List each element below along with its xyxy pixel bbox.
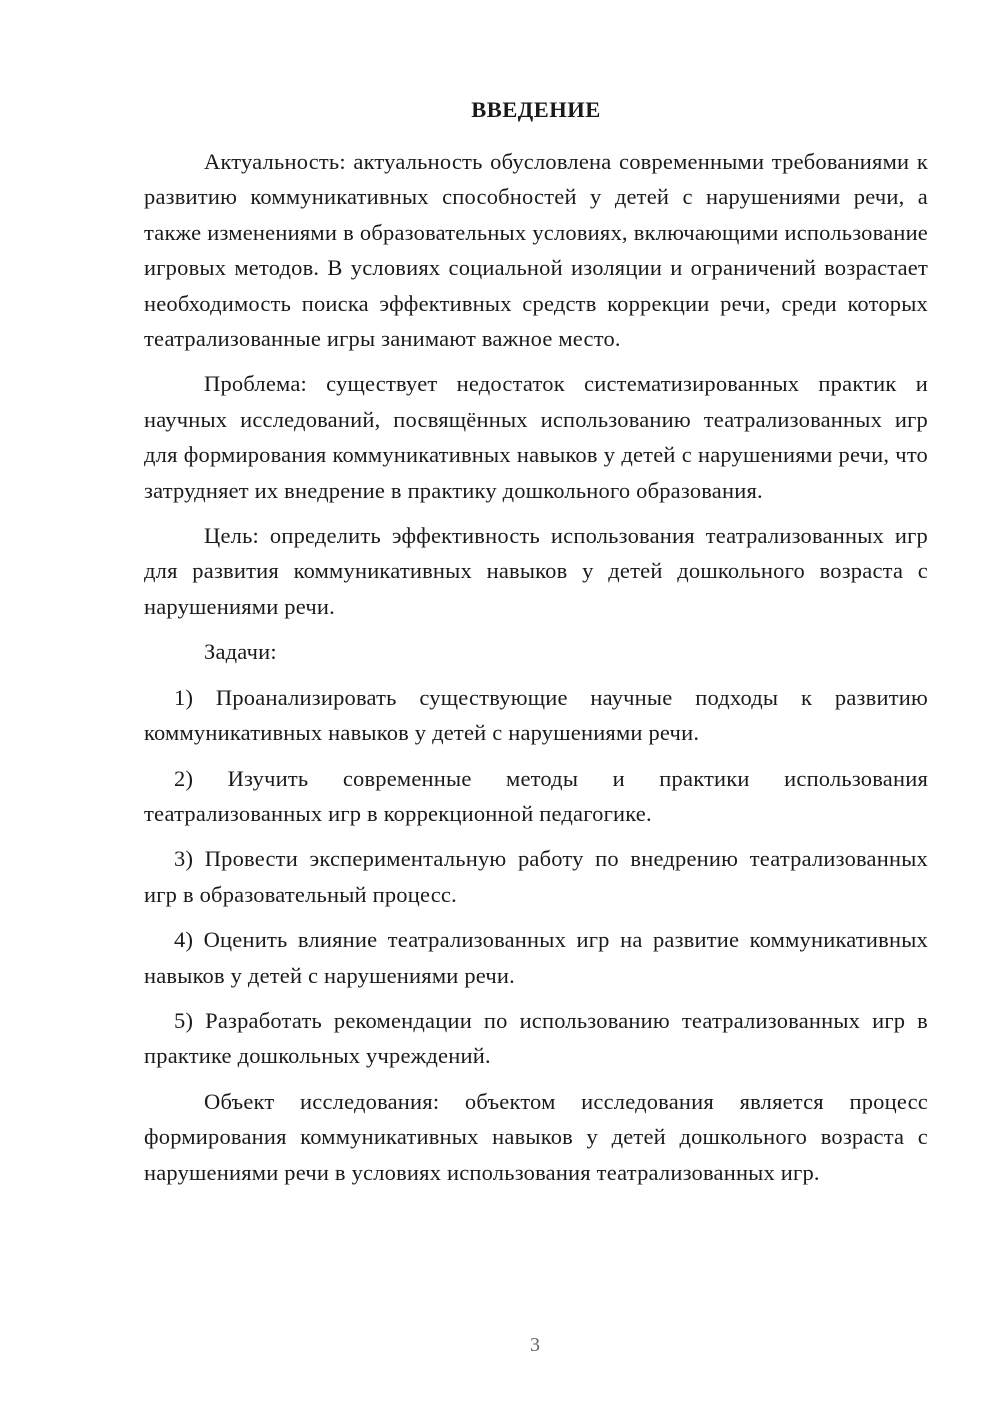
relevance-paragraph: Актуальность: актуальность обусловлена современными требованиями к развитию коммуникативных способностей у детей с нарушениями речи, а также изменениями в образовательных условиях, включающими использование игровых методов. В условиях социальной изоляции и ограничений возрастает необходимость поиска эффективных средств коррекции речи, среди которых театрализованные игры занимают важное место. xyxy=(144,149,928,352)
goal-paragraph: Цель: определить эффективность использования театрализованных игр для развития коммуникативных навыков у детей дошкольного возраста с нарушениями речи. xyxy=(144,523,928,619)
research-object-paragraph: Объект исследования: объектом исследования является процесс формирования коммуникативных навыков у детей дошкольного возраста с нарушениями речи в условиях использования театрализованных игр. xyxy=(144,1088,928,1185)
task-item: 4) Оценить влияние театрализованных игр на развитие коммуникативных навыков у детей с нарушениями речи. xyxy=(144,927,928,988)
problem-paragraph: Проблема: существует недостаток систематизированных практик и научных исследований, посвящённых использованию театрализованных игр для формирования коммуникативных навыков у детей с нарушениями речи, что затрудняет их внедрение в практику дошкольного образования. xyxy=(144,371,928,503)
task-item: 3) Провести экспериментальную работу по внедрению театрализованных игр в образовательный процесс. xyxy=(144,846,928,907)
page-content xyxy=(144,92,928,1200)
tasks-label: Задачи: xyxy=(204,639,277,665)
section-heading: ВВЕДЕНИЕ xyxy=(471,97,601,122)
page-number: 3 xyxy=(530,1334,540,1356)
task-item: 1) Проанализировать существующие научные подходы к развитию коммуникативных навыков у детей с нарушениями речи. xyxy=(144,684,928,746)
task-item: 2) Изучить современные методы и практики использования театрализованных игр в коррекционной педагогике. xyxy=(144,765,928,826)
task-item: 5) Разработать рекомендации по использованию театрализованных игр в практике дошкольных учреждений. xyxy=(144,1007,928,1069)
